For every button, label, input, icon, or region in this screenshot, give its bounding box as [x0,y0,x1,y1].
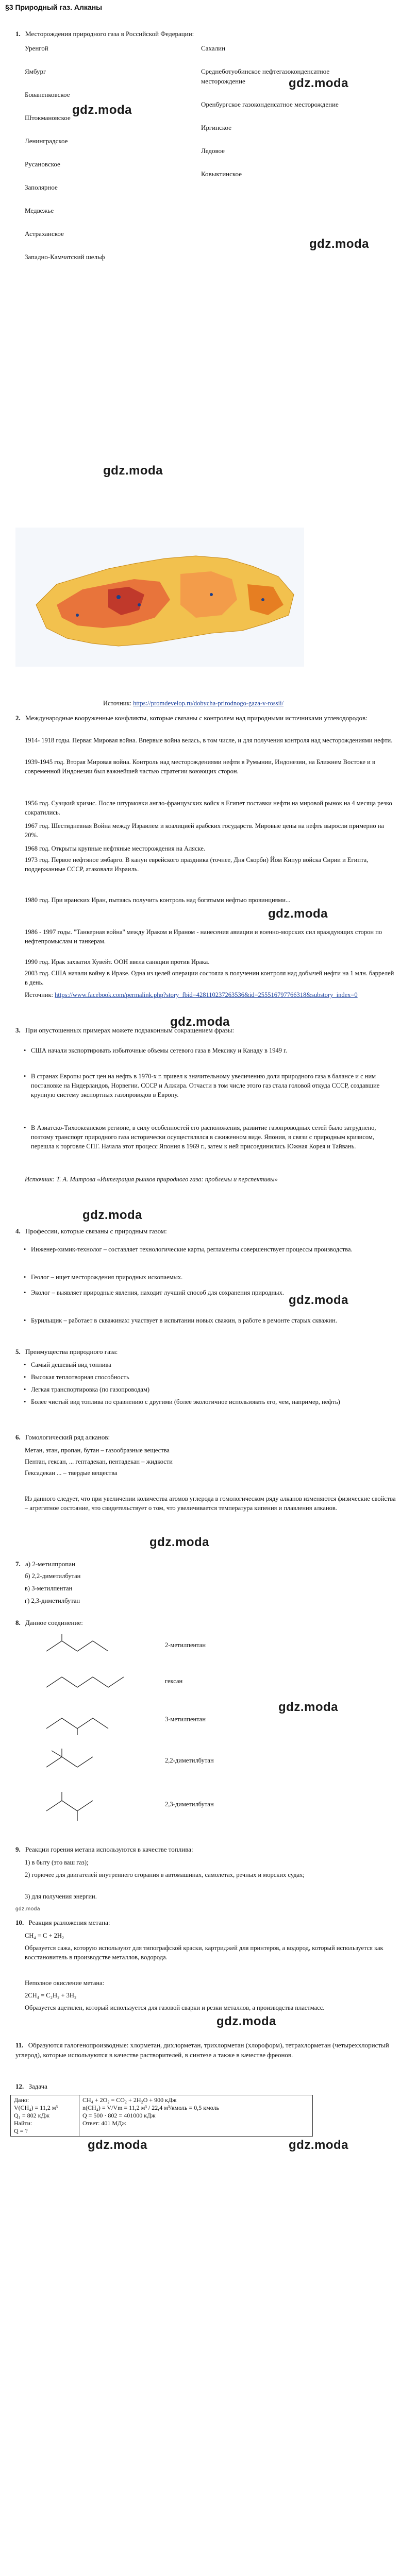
task-2-paragraph: 1956 год. Суэцкий кризис. После штурмовки англо-французских войск в Египет поставки нефти на мировой рынок на 4 месяца резко сократились. [25,800,392,816]
task-12 [15,2081,397,2091]
watermark: gdz.moda [278,1700,338,1714]
task-10-paragraph: Образуется сажа, которую используют для типографской краски, картриджей для принтеров, а водород, который используется как восстановитель в производстве металлов, водорода. [25,1944,383,1961]
task-2-paragraph: 1914- 1918 годы. Первая Мировая война. Впервые война велась, в том числе, и для получения контроля над месторождениями нефти. [25,737,393,744]
task-4-bullet: • Бурильщик – работает в скважинах: участвует в испытании новых сважин, в работе в ремонте старых скважин. [31,1316,392,1325]
task-6-line: Пентан, гексан, ... гептадекан, пентадекан – жидкости [25,1458,173,1465]
task-9-text: Реакции горения метана используются в качестве топлива: [25,1845,193,1853]
watermark: gdz.moda [268,907,328,921]
task-2-paragraph: 1973 год. Первое нефтяное эмбарго. В канун еврейского праздника (точнее, Дня Скорби) Йом Кипур войска Сирии и Египта, поддержанные СССР, атаковали Израиль. [25,856,369,873]
gas-field-item: Иргинское [201,124,231,131]
task-3-bullet: • США начали экспортировать избыточные объемы сетевого газа в Мексику и Канаду в 1949 г. [31,1046,392,1055]
task-3-text: При опустошенных примерах можете подзаконным сокращением фразы: [25,1026,235,1034]
gas-field-item: Русановское [25,160,60,168]
given-line: Q₁ = 802 кДж [14,2112,49,2119]
watermark: gdz.moda [309,237,369,251]
solution-line: CH₄ + 2O₂ = CO₂ + 2H₂O + 900 кДж [82,2096,177,2104]
task-2-paragraph: 1939-1945 год. Вторая Мировая война. Контроль над месторождениями нефти в Румынии, Индонезии, на Ближнем Востоке и в современной Индонезии был важнейшей частью стратегии воюющих сторон. [25,758,375,775]
task-9-item: 2) горючее для двигателей внутреннего сгорания в автомашинах, самолетах, речных и морских судах; [25,1871,305,1878]
task-6-line: Гексадекан ... – твердые вещества [25,1469,118,1477]
task-7-item: в) 3-метилпентан [25,1585,73,1592]
source-link[interactable]: https://promdevelop.ru/dobycha-prirodnogo-gaza-v-rossii/ [133,700,284,707]
task-7-item: а) 2-метилпропан [25,1560,75,1568]
russia-gas-map-image [15,528,304,667]
given-line: V(CH₄) = 11,2 м³ [14,2104,58,2111]
gas-field-item: Уренгой [25,44,48,52]
watermark: gdz.moda [149,1535,209,1549]
watermark: gdz.moda [170,1015,230,1029]
task-7-item: г) 2,3-диметилбутан [25,1597,80,1604]
task-2-paragraph: 2003 год. США начали войну в Ираке. Одна из целей операции состояла в получении контроля над добычей нефти на 1 млн. баррелей в день. [25,970,394,986]
task-7-number: 7. [15,1560,21,1568]
task-2-paragraph: 1990 год. Ирак захватил Кувейт. ООН ввела санкции против Ирака. [25,958,210,965]
task-5-bullet: • Высокая теплотворная способность [31,1372,392,1382]
gas-fields-left-column [25,43,143,275]
gas-field-item: Оренбургское газоконденсатное месторождение [201,100,339,108]
solution-line: n(CH₄) = V/Vm = 11,2 м³ / 22,4 м³/кмоль = 0,5 кмоль [82,2104,219,2111]
task-4-bullet: • Инженер-химик-технолог – составляет технологические карты, регламенты совершенствует процессы производства. [31,1245,392,1254]
gas-field-item: Заполярное [25,183,58,191]
compound-name: 2,2-диметилбутан [165,1757,214,1764]
task-2-paragraph: 1980 год. При иранских Иран, пытаясь получить контроль над богатыми нефтью провинциями... [25,896,291,904]
task-9-number: 9. [15,1845,21,1853]
task-2-paragraph: 1968 год. Открыты крупные нефтяные месторождения на Аляске. [25,845,206,852]
task-7-item: б) 2,2-диметилбутан [25,1572,81,1580]
compound-name: 2,3-диметилбутан [165,1801,214,1808]
task-9-item: 3) для получения энергии. [25,1893,97,1900]
task-2-text: Международные вооруженные конфликты, которые связаны с контролем над природными источниками углеводородов: [25,714,368,722]
task-5-number: 5. [15,1348,21,1355]
task-10-paragraph: Образуется ацетилен, который используется для газовой сварки и резки металлов, а производства пластмасс. [25,2004,325,2011]
watermark: gdz.moda [289,1293,348,1307]
task-4-text: Профессии, которые связаны с природным газом: [25,1227,167,1235]
task-4-bullet: • Геолог – ищет месторождения природных ископаемых. [31,1273,392,1282]
task-6-line: Метан, этан, пропан, бутан – газообразные вещества [25,1447,170,1454]
given-cell [11,2095,79,2137]
task-6 [15,1432,397,1442]
task-5 [15,1347,397,1357]
task-2-number: 2. [15,714,21,722]
watermark: gdz.moda [15,1906,40,1912]
task-5-bullet: • Более чистый вид топлива по сравнению с другими (более экологичное использовать его, чем, например, нефть) [31,1397,392,1406]
task-5-bullet: • Самый дешевый вид топлива [31,1360,392,1369]
task-4-bullet: • Эколог – выявляет природные явления, находит лучший способ для сохранения природных. [31,1288,392,1297]
task-1-number: 1. [15,30,21,38]
watermark: gdz.moda [82,1208,142,1222]
gas-field-item: Астраханское [25,230,64,238]
equation: CH₄ = C + 2H₂ [25,1932,64,1939]
gas-field-item: Ленинградское [25,137,68,145]
skeletal-structure-1 [41,1633,155,1659]
watermark: gdz.moda [103,464,163,478]
task-10-paragraph: Неполное окисление метана: [25,1979,105,1987]
gas-field-item: Бованенковское [25,91,70,98]
task-2-paragraph: 1986 - 1997 годы. "Танкерная война" между Ираком и Ираном - нанесения авиации и военно-морских сил враждующих сторон по нефтепромыслам и танкерам. [25,928,382,945]
task-5-text: Преимущества природного газа: [25,1348,118,1355]
task-3-number: 3. [15,1026,21,1034]
given-line: Q = ? [14,2127,28,2134]
watermark: gdz.moda [216,2014,276,2028]
task-6-conclusion: Из данного следует, что при увеличении количества атомов углерода в гомологическом ряду алканов изменяются физические свойства – агрегатное состояние, что свидетельствует о том, что увеличивается температура кипения и плавления алканов. [25,1495,396,1512]
gas-field-item: Среднеботуобинское нефтегазоконденсатное месторождение [201,67,330,85]
skeletal-structure-4 [41,1747,155,1777]
task-6-text: Гомологический ряд алканов: [25,1433,110,1441]
task-4 [15,1226,397,1236]
skeletal-structure-3 [41,1705,155,1736]
gas-field-item: Ледовое [201,147,225,155]
source-link[interactable]: https://www.facebook.com/permalink.php?story_fbid=428110237263536&id=255516797766318&substory_index=0 [55,991,358,998]
task-11-number: 11. [15,2041,24,2049]
source-label: Источник: [103,700,132,707]
task-8-text: Данное соединение: [25,1619,83,1626]
task-9 [15,1844,397,1854]
task-10 [15,1918,397,1927]
source-label: Источник: [25,991,54,998]
given-label: Дано: [14,2096,29,2104]
task-8-number: 8. [15,1619,21,1626]
task-2-paragraph: 1967 год. Шестидневная Война между Израилем и коалицией арабских государств. Мировые цены на нефть выросли примерно на 20%. [25,822,384,839]
gas-fields-right-column [201,43,371,192]
task-9-item: 1) в быту (это ваш газ); [25,1859,89,1866]
task-10-number: 10. [15,1919,24,1926]
gas-field-item: Медвежье [25,207,54,214]
task-12-number: 12. [15,2082,24,2090]
task-1-source [103,699,392,708]
task-11 [15,2040,397,2060]
compound-name: 3-метилпентан [165,1716,206,1723]
watermark: gdz.moda [289,76,348,90]
equation: 2CH₄ = C₂H₂ + 3H₂ [25,1992,77,1999]
skeletal-structure-5 [41,1788,155,1824]
task-6-number: 6. [15,1433,21,1441]
gas-field-item: Ямбург [25,67,46,75]
task-4-number: 4. [15,1227,21,1235]
task-2-source [25,990,396,999]
gas-field-item: Штокмановское [25,114,71,122]
compound-name: гексан [165,1677,183,1685]
page-title: §3 Природный газ. Алканы [5,3,103,11]
gas-field-item: Ковыктинское [201,170,242,178]
task-3-source: Источник: Т. А. Митрова «Интеграция рынков природного газа: проблемы и перспективы» [25,1176,278,1183]
task-3-bullet: • В Азиатско-Тихоокеанском регионе, в силу особенностей его расположения, развитие газопроводных сетей было затруднено, поэтому транспорт природного газа исторически осуществлялся в сжиженном виде. Япония, в связи с природным кризисом, перешла к торговле СПГ. Начала этот процесс Япония в 1969 г., затем к ней присоединились Южная Корея и Тайвань. [31,1123,392,1151]
task-8 [15,1618,397,1628]
problem-table [10,2095,313,2137]
given-line: Найти: [14,2120,32,2127]
task-10-text: Реакция разложения метана: [28,1919,110,1926]
task-5-bullet: • Легкая транспортировка (по газопроводам) [31,1385,392,1394]
gas-field-item: Западно-Камчатский шельф [25,253,105,261]
watermark: gdz.moda [72,103,132,117]
gas-field-item: Сахалин [201,44,226,52]
solution-line: Q = 500 · 802 = 401000 кДж [82,2112,156,2119]
task-1 [15,29,397,39]
compound-name: 2-метилпентан [165,1641,206,1649]
solution-cell [79,2095,313,2137]
task-2 [15,713,397,723]
task-3 [15,1025,397,1035]
watermark: gdz.moda [289,2138,348,2152]
skeletal-structure-2 [41,1669,155,1695]
task-1-text: Месторождения природного газа в Российской Федерации: [25,30,194,38]
task-7 [15,1559,397,1569]
task-12-text: Задача [28,2082,47,2090]
solution-line: Ответ: 401 МДж [82,2120,126,2127]
task-3-bullet: • В странах Европы рост цен на нефть в 1970-х г. привел к значительному увеличению доли природного газа в балансе и с ним постановке на Нидерландов, Норвегии. СССР и Алжира. Отчасти в том числе этого газ стала головой откуда СССР, создавшие крупную систему экспортных газопроводов в Европу. [31,1072,392,1099]
task-11-text: Образуются галогенопроизводные: хлорметан, дихлорметан, трихлорметан (хлороформ), тетрахлорметан (четыреххлористый углерод), которые используются в качестве растворителей, в синтезе а также в качестве фреонов. [15,2041,389,2059]
watermark: gdz.moda [88,2138,147,2152]
